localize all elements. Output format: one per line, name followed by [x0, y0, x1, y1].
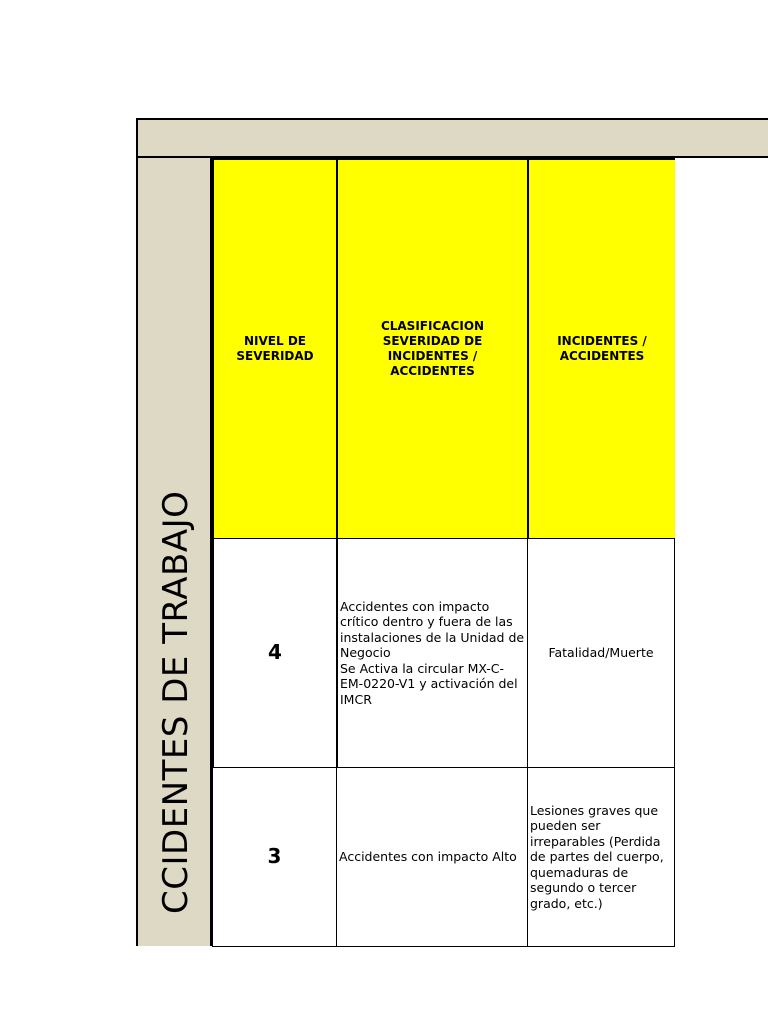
- header-nivel-severidad: NIVEL DE SEVERIDAD: [212, 158, 337, 539]
- table-title-band: [136, 118, 768, 158]
- header-clasificacion: CLASIFICACION SEVERIDAD DE INCIDENTES / ACCIDENTES: [336, 158, 528, 539]
- header-incidentes: INCIDENTES / ACCIDENTES: [527, 158, 675, 539]
- side-title-band: [136, 158, 212, 946]
- row-2-incidentes: Lesiones graves que pueden ser irreparables (Perdida de partes del cuerpo, quemaduras de segundo o tercer grado, etc.): [527, 767, 675, 947]
- row-2-nivel: 3: [212, 767, 337, 947]
- row-1-incidentes: Fatalidad/Muerte: [527, 538, 675, 768]
- row-1-clasificacion: Accidentes con impacto crítico dentro y fuera de las instalaciones de la Unidad de Negocio Se Activa la circular MX-C-EM-0220-V1 y activación del IMCR: [336, 538, 528, 768]
- row-2-clasificacion: Accidentes con impacto Alto: [336, 767, 528, 947]
- side-title-text: CCIDENTES DE TRABAJO: [156, 490, 196, 914]
- row-1-nivel: 4: [212, 538, 337, 768]
